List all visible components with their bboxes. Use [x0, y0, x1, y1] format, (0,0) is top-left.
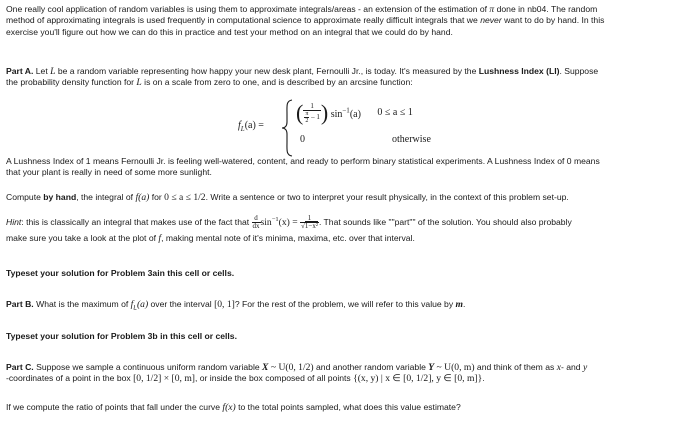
typeset-prompt-a: Typeset your solution for Problem 3ain this cell or cells. [6, 268, 235, 278]
part-a-label: Part A. [6, 66, 34, 76]
left-brace [280, 98, 294, 158]
hint-label: Hint [6, 217, 22, 228]
part-c-label: Part C. [6, 362, 34, 372]
compute-instruction: Compute by hand, the integral of f(a) for 0 ≤ a ≤ 1/2. Write a sentence or two to interpret your result physically, in the context of this problem set-up. [6, 192, 569, 203]
part-a-intro: Part A. Let L be a random variable representing how happy your new desk plant, Fernoulli Jr., is today. It's measured by the Lushness Index (LI). Suppose the probability density function for L is on a scale from zero to one, and is described by an arcsine function: [6, 66, 599, 89]
part-c-question: If we compute the ratio of points that fall under the curve f(x) to the total points sampled, what does this value estimate? [6, 402, 461, 413]
emphasis-never: never [480, 15, 502, 26]
lushness-description: A Lushness Index of 1 means Fernoulli Jr. is feeling well-watered, content, and ready to perform binary statistical experiments. A Lushness Index of 0 means that your plant is really in need of some more sunlight. [6, 156, 600, 178]
part-c-paragraph: Part C. Suppose we sample a continuous uniform random variable X ~ U(0, 1/2) and another random variable Y ~ U(0, m) and think of them as x- and y -coordinates of a point in the box [0, 1/2] × [0, m], or inside the box composed of all points {(x, y) | x ∈ [0, 1/2], y ∈ [0, m]}. [6, 362, 588, 385]
case-2: 0 otherwise [300, 134, 431, 145]
intro-paragraph: One really cool application of random variables is using them to approximate integrals/areas - an extension of the estimation of π done in nb04. The random method of approximating integrals is used frequently in computational science to approximate really difficult integrals that we never want to do by hand. In this exercise you'll figure out how we can do this in practice and test your method on an integral that we could do by hand. [6, 4, 605, 37]
pdf-equation: $f_L(a)$ = ( 1 $\frac{\pi}{2}$ – 1 ) $\sin^{-1}(a) 0 \le a \le 1$ 0 otherwise [238, 98, 458, 160]
case-1: ( 1 $\frac{\pi}{2}$ – 1 ) $\sin^{-1}(a) 0 \le a \le 1$ [296, 100, 413, 125]
typeset-prompt-b: Typeset your solution for Problem 3b in this cell or cells. [6, 331, 237, 341]
part-b-paragraph: Part B. What is the maximum of $f_L(a)$ over the interval [0, 1]? For the rest of the problem, we will refer to this value by m. [6, 299, 466, 312]
part-b-label: Part B. [6, 299, 34, 309]
hint-paragraph: Hint: this is classically an integral that makes use of the fact that $\frac{d}{dx}$ $\sin^{-1}(x)$ = $\frac{1}{\text{√1−x²}}$ . That sounds like ""part"" of the solution. You should also probably make sure you take a look at the plot of f, making mental note of it's minima, maxima, etc. over that interval. [6, 214, 572, 245]
